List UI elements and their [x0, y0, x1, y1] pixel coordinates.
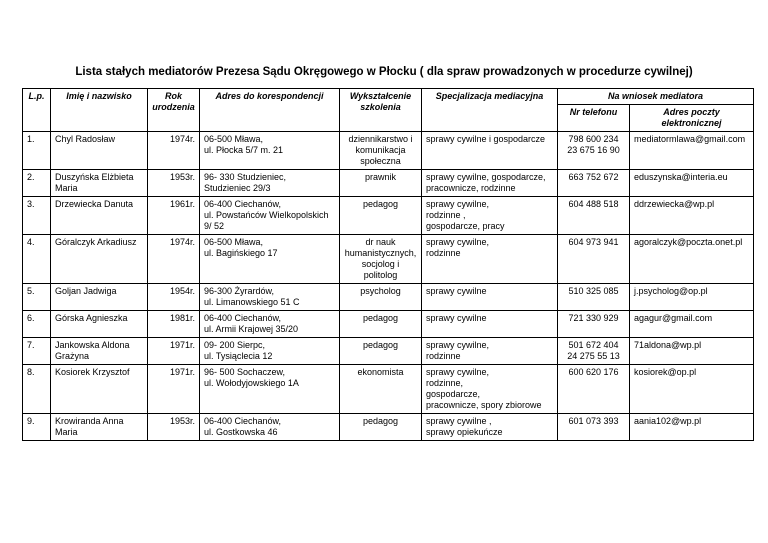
table-row [23, 338, 754, 365]
header-on-request: Na wniosek mediatora [558, 89, 754, 105]
header-phone: Nr telefonu [558, 105, 630, 132]
cell-address: 96-300 Żyrardów, ul. Limanowskiego 51 C [200, 284, 340, 311]
table-row [23, 170, 754, 197]
cell-name: Góralczyk Arkadiusz [51, 235, 148, 284]
cell-name: Jankowska Aldona Grażyna [51, 338, 148, 365]
cell-specialization: sprawy cywilne [422, 284, 558, 311]
cell-education: psycholog [340, 284, 422, 311]
cell-email[interactable]: kosiorek@op.pl [630, 365, 754, 414]
cell-address: 06-400 Ciechanów, ul. Powstańców Wielkopolskich 9/ 52 [200, 197, 340, 235]
cell-lp: 2. [23, 170, 51, 197]
cell-name: Duszyńska Elżbieta Maria [51, 170, 148, 197]
cell-name: Górska Agnieszka [51, 311, 148, 338]
header-lp: L.p. [23, 89, 51, 132]
header-email: Adres poczty elektronicznej [630, 105, 754, 132]
cell-phone: 601 073 393 [558, 414, 630, 441]
cell-specialization: sprawy cywilne , sprawy opiekuńcze [422, 414, 558, 441]
cell-education: pedagog [340, 338, 422, 365]
cell-lp: 4. [23, 235, 51, 284]
cell-lp: 5. [23, 284, 51, 311]
table-row [23, 414, 754, 441]
cell-year: 1971r. [148, 365, 200, 414]
header-year: Rok urodzenia [148, 89, 200, 132]
cell-year: 1953r. [148, 170, 200, 197]
cell-year: 1974r. [148, 235, 200, 284]
cell-specialization: sprawy cywilne, rodzinne, gospodarcze, pracownicze, spory zbiorowe [422, 365, 558, 414]
cell-email[interactable]: 71aldona@wp.pl [630, 338, 754, 365]
cell-year: 1974r. [148, 132, 200, 170]
cell-lp: 9. [23, 414, 51, 441]
cell-specialization: sprawy cywilne i gospodarcze [422, 132, 558, 170]
cell-education: prawnik [340, 170, 422, 197]
header-address: Adres do korespondencji [200, 89, 340, 132]
cell-lp: 6. [23, 311, 51, 338]
cell-year: 1961r. [148, 197, 200, 235]
cell-address: 96- 330 Studzieniec, Studzieniec 29/3 [200, 170, 340, 197]
table-row [23, 311, 754, 338]
table-row [23, 235, 754, 284]
cell-address: 06-400 Ciechanów, ul. Gostkowska 46 [200, 414, 340, 441]
cell-lp: 8. [23, 365, 51, 414]
cell-year: 1981r. [148, 311, 200, 338]
cell-specialization: sprawy cywilne, gospodarcze, pracownicze, rodzinne [422, 170, 558, 197]
cell-name: Kosiorek Krzysztof [51, 365, 148, 414]
cell-address: 96- 500 Sochaczew, ul. Wołodyjowskiego 1A [200, 365, 340, 414]
header-specialization: Specjalizacja mediacyjna [422, 89, 558, 132]
cell-education: dr nauk humanistycznych, socjolog i politolog [340, 235, 422, 284]
cell-email[interactable]: eduszynska@interia.eu [630, 170, 754, 197]
cell-email[interactable]: agoralczyk@poczta.onet.pl [630, 235, 754, 284]
table-row [23, 365, 754, 414]
cell-year: 1953r. [148, 414, 200, 441]
cell-education: pedagog [340, 414, 422, 441]
cell-lp: 3. [23, 197, 51, 235]
cell-name: Goljan Jadwiga [51, 284, 148, 311]
cell-phone: 721 330 929 [558, 311, 630, 338]
header-name: Imię i nazwisko [51, 89, 148, 132]
cell-email[interactable]: aania102@wp.pl [630, 414, 754, 441]
cell-specialization: sprawy cywilne [422, 311, 558, 338]
cell-phone: 798 600 234 23 675 16 90 [558, 132, 630, 170]
table-row [23, 197, 754, 235]
cell-email[interactable]: mediatormlawa@gmail.com [630, 132, 754, 170]
cell-year: 1954r. [148, 284, 200, 311]
cell-specialization: sprawy cywilne, rodzinne [422, 235, 558, 284]
cell-address: 06-500 Mława, ul. Płocka 5/7 m. 21 [200, 132, 340, 170]
cell-lp: 1. [23, 132, 51, 170]
header-row [23, 89, 754, 105]
cell-address: 09- 200 Sierpc, ul. Tysiąclecia 12 [200, 338, 340, 365]
cell-specialization: sprawy cywilne, rodzinne , gospodarcze, pracy [422, 197, 558, 235]
cell-education: pedagog [340, 197, 422, 235]
cell-specialization: sprawy cywilne, rodzinne [422, 338, 558, 365]
cell-lp: 7. [23, 338, 51, 365]
cell-phone: 510 325 085 [558, 284, 630, 311]
table-row [23, 132, 754, 170]
cell-phone: 501 672 404 24 275 55 13 [558, 338, 630, 365]
cell-education: ekonomista [340, 365, 422, 414]
cell-email[interactable]: ddrzewiecka@wp.pl [630, 197, 754, 235]
cell-name: Krowiranda Anna Maria [51, 414, 148, 441]
cell-phone: 663 752 672 [558, 170, 630, 197]
cell-email[interactable]: agagur@gmail.com [630, 311, 754, 338]
table-row [23, 284, 754, 311]
cell-phone: 600 620 176 [558, 365, 630, 414]
cell-education: pedagog [340, 311, 422, 338]
cell-phone: 604 488 518 [558, 197, 630, 235]
page-title: Lista stałych mediatorów Prezesa Sądu Okręgowego w Płocku ( dla spraw prowadzonych w procedurze cywilnej) [75, 66, 693, 78]
cell-email[interactable]: j.psycholog@op.pl [630, 284, 754, 311]
cell-education: dziennikarstwo i komunikacja społeczna [340, 132, 422, 170]
cell-year: 1971r. [148, 338, 200, 365]
cell-address: 06-500 Mława, ul. Bagińskiego 17 [200, 235, 340, 284]
cell-name: Chyl Radosław [51, 132, 148, 170]
cell-phone: 604 973 941 [558, 235, 630, 284]
header-education: Wykształcenie szkolenia [340, 89, 422, 132]
cell-name: Drzewiecka Danuta [51, 197, 148, 235]
cell-address: 06-400 Ciechanów, ul. Armii Krajowej 35/20 [200, 311, 340, 338]
mediators-table [22, 88, 754, 441]
